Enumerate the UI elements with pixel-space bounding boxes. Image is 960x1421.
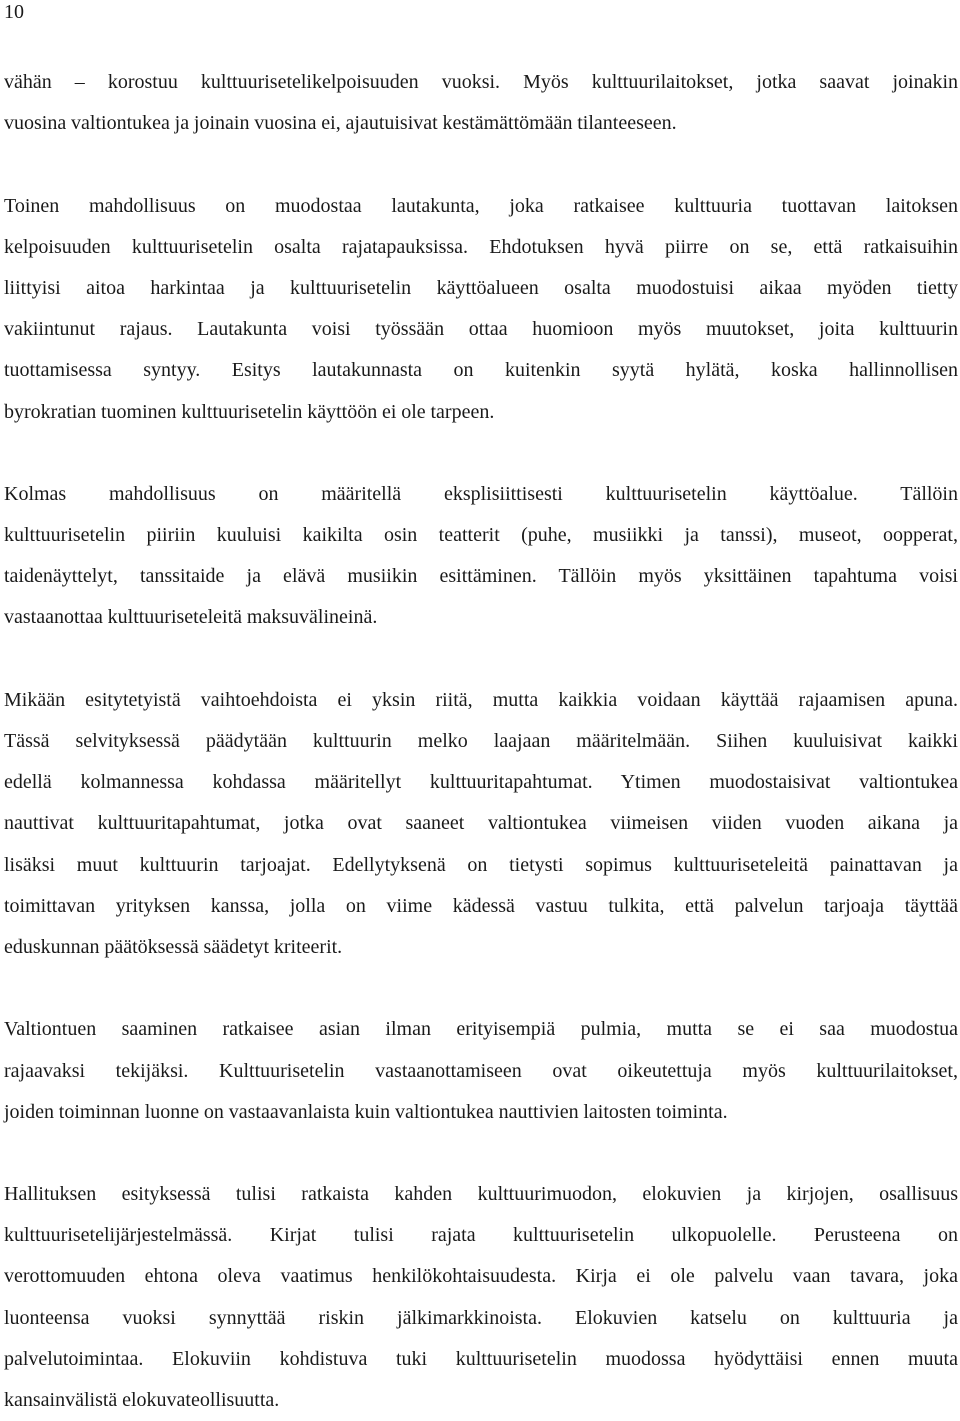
paragraph-5 — [4, 1009, 958, 1133]
paragraph-spacer — [4, 639, 958, 680]
text-line: joiden toiminnan luonne on vastaavanlaista kuin valtiontukea nauttivien laitosten toiminta. — [4, 1100, 728, 1123]
text-line: lisäksi muut kulttuurin tarjoajat. Edellytyksenä on tietysti sopimus kulttuuriseteleitä painattavan ja — [4, 853, 958, 876]
text-line: Valtiontuen saaminen ratkaisee asian ilman erityisempiä pulmia, mutta se ei saa muodostua — [4, 1018, 958, 1041]
text-line: luonteensa vuoksi synnyttää riskin jälkimarkkinoista. Elokuvien katselu on kulttuuria ja — [4, 1306, 958, 1329]
text-line: kulttuurisetelijärjestelmässä. Kirjat tulisi rajata kulttuurisetelin ulkopuolelle. Perusteena on — [4, 1224, 958, 1247]
text-line: kulttuurisetelin piiriin kuuluisi kaikilta osin teatterit (puhe, musiikki ja tanssi), museot, oopperat, — [4, 524, 958, 547]
text-line: vakiintunut rajaus. Lautakunta voisi työssään ottaa huomioon myös muutokset, joita kulttuurin — [4, 318, 958, 341]
text-line: eduskunnan päätöksessä säädetyt kriteerit. — [4, 935, 343, 958]
text-line: nauttivat kulttuuritapahtumat, jotka ovat saaneet valtiontukea viimeisen viiden vuoden aikana ja — [4, 812, 958, 835]
text-line: vuosina valtiontukea ja joinain vuosina ei, ajautuisivat kestämättömään tilanteeseen. — [4, 112, 677, 135]
text-line: tuottamisessa syntyy. Esitys lautakunnasta on kuitenkin syytä hylätä, koska hallinnollisen — [4, 359, 958, 382]
text-line: Toinen mahdollisuus on muodostaa lautakunta, joka ratkaisee kulttuuria tuottavan laitoksen — [4, 194, 958, 217]
paragraph-2 — [4, 186, 958, 433]
body-text — [4, 62, 958, 1421]
paragraph-spacer — [4, 144, 958, 185]
text-line: Hallituksen esityksessä tulisi ratkaista kahden kulttuurimuodon, elokuvien ja kirjojen, osallisuus — [4, 1183, 958, 1206]
text-line: kansainvälistä elokuvateollisuutta. — [4, 1389, 280, 1411]
text-line: kelpoisuuden kulttuurisetelin osalta rajatapauksissa. Ehdotuksen hyvä piirre on se, että ratkaisuihin — [4, 235, 958, 258]
text-line: vastaanottaa kulttuuriseteleitä maksuvälineinä. — [4, 606, 378, 629]
text-line: Mikään esitytetyistä vaihtoehdoista ei yksin riitä, mutta kaikkia voidaan käyttää rajaamisen apuna. — [4, 688, 958, 711]
paragraph-4 — [4, 680, 958, 968]
text-line: vähän – korostuu kulttuurisetelikelpoisuuden vuoksi. Myös kulttuurilaitokset, jotka saavat joinakin — [4, 71, 958, 93]
paragraph-3 — [4, 474, 958, 639]
text-line: rajaavaksi tekijäksi. Kulttuurisetelin vastaanottamiseen ovat oikeutettuja myös kulttuurilaitokset, — [4, 1059, 958, 1082]
text-line: palvelutoimintaa. Elokuviin kohdistuva tuki kulttuurisetelin muodossa hyödyttäisi ennen muuta — [4, 1347, 958, 1370]
text-line: Kolmas mahdollisuus on määritellä eksplisiittisesti kulttuurisetelin käyttöalue. Tällöin — [4, 482, 958, 505]
paragraph-spacer — [4, 433, 958, 474]
paragraph-1 — [4, 62, 958, 144]
text-line: Tässä selvityksessä päädytään kulttuurin melko laajaan määritelmään. Siihen kuuluisivat kaikki — [4, 730, 958, 752]
text-line: taidenäyttelyt, tanssitaide ja elävä musiikin esittäminen. Tällöin myös yksittäinen tapahtuma voisi — [4, 565, 958, 588]
page-number: 10 — [4, 1, 24, 23]
text-line: edellä kolmannessa kohdassa määritellyt kulttuuritapahtumat. Ytimen muodostaisivat valtiontukea — [4, 771, 958, 794]
text-line: byrokratian tuominen kulttuurisetelin käyttöön ei ole tarpeen. — [4, 400, 495, 423]
text-line: toimittavan yrityksen kanssa, jolla on viime kädessä vastuu tulkita, että palvelun tarjoaja täyttää — [4, 894, 958, 917]
paragraph-spacer — [4, 968, 958, 1009]
text-line: liittyisi aitoa harkintaa ja kulttuurisetelin käyttöalueen osalta muodostuisi aikaa myöden tietty — [4, 276, 958, 299]
paragraph-6 — [4, 1174, 958, 1421]
text-line: verottomuuden ehtona oleva vaatimus henkilökohtaisuudesta. Kirja ei ole palvelu vaan tavara, joka — [4, 1265, 958, 1288]
paragraph-spacer — [4, 1133, 958, 1174]
